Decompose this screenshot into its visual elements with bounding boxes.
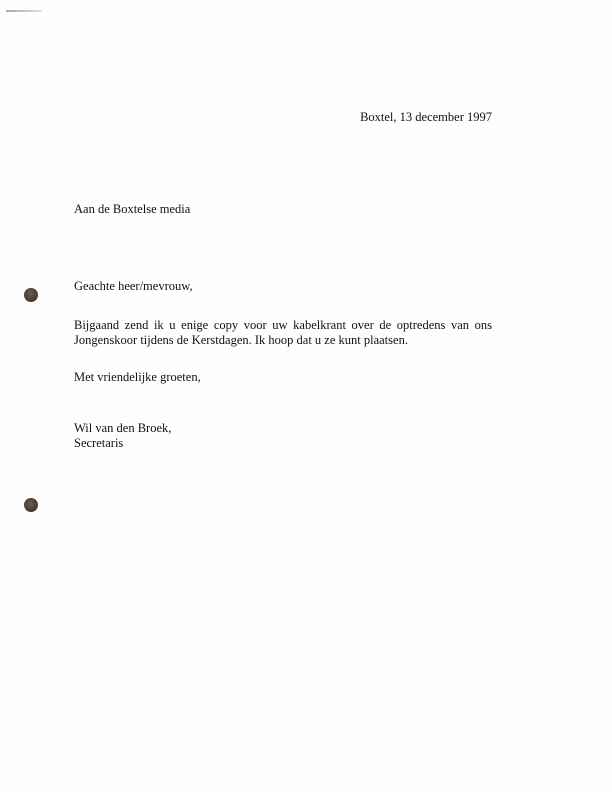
signature-role: Secretaris bbox=[74, 436, 124, 450]
closing-line: Met vriendelijke groeten, bbox=[74, 370, 201, 384]
signature-name: Wil van den Broek, bbox=[74, 421, 172, 435]
punch-hole-bottom bbox=[24, 498, 38, 512]
recipient-line: Aan de Boxtelse media bbox=[74, 202, 191, 216]
date-line: Boxtel, 13 december 1997 bbox=[360, 110, 492, 124]
letter-body bbox=[74, 318, 492, 348]
punch-hole-top bbox=[24, 288, 38, 302]
body-line: Jongenskoor tijdens de Kerstdagen. Ik hoop dat u ze kunt plaatsen. bbox=[74, 333, 408, 347]
body-line: Bijgaand zend ik u enige copy voor uw kabelkrant over de optredens van ons bbox=[74, 318, 492, 332]
salutation: Geachte heer/mevrouw, bbox=[74, 279, 193, 293]
scan-artifact-mark bbox=[6, 10, 42, 12]
